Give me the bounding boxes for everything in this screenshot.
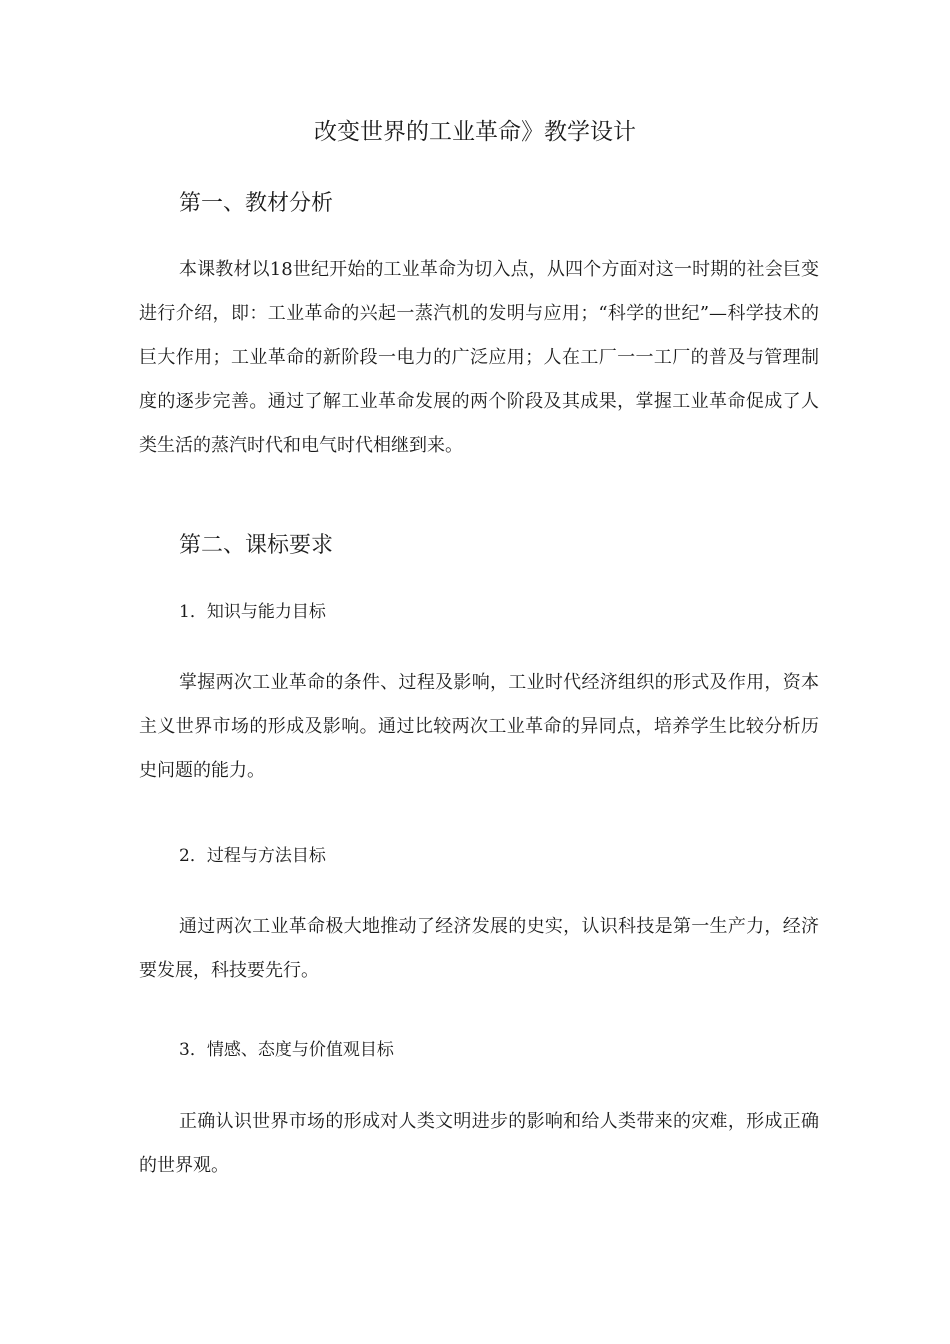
- section-heading-textbook-analysis: 第一、教材分析: [179, 191, 334, 216]
- subheading-emotion-values: 3．情感、态度与价值观目标: [179, 1040, 394, 1060]
- section-heading-curriculum-requirements: 第二、课标要求: [179, 533, 334, 558]
- paragraph-emotion-values: 正确认识世界市场的形成对人类文明进步的影响和给人类带来的灾难，形成正确的世界观。: [139, 1111, 819, 1176]
- paragraph-process-method: 通过两次工业革命极大地推动了经济发展的史实，认识科技是第一生产力，经济要发展，科技要先行。: [139, 916, 819, 981]
- document-title: 改变世界的工业革命》教学设计: [314, 119, 636, 145]
- subheading-knowledge-ability: 1．知识与能力目标: [179, 602, 326, 622]
- subheading-process-method: 2．过程与方法目标: [179, 846, 326, 866]
- paragraph-textbook-analysis: 本课教材以18世纪开始的工业革命为切入点，从四个方面对这一时期的社会巨变进行介绍，即：工业革命的兴起一蒸汽机的发明与应用；“科学的世纪”—科学技术的巨大作用；工业革命的新阶段一电力的广泛应用；人在工厂一一工厂的普及与管理制度的逐步完善。通过了解工业革命发展的两个阶段及其成果，掌握工业革命促成了人类生活的蒸汽时代和电气时代相继到来。: [139, 259, 819, 456]
- paragraph-knowledge-ability: 掌握两次工业革命的条件、过程及影响，工业时代经济组织的形式及作用，资本主义世界市场的形成及影响。通过比较两次工业革命的异同点，培养学生比较分析历史问题的能力。: [139, 672, 819, 781]
